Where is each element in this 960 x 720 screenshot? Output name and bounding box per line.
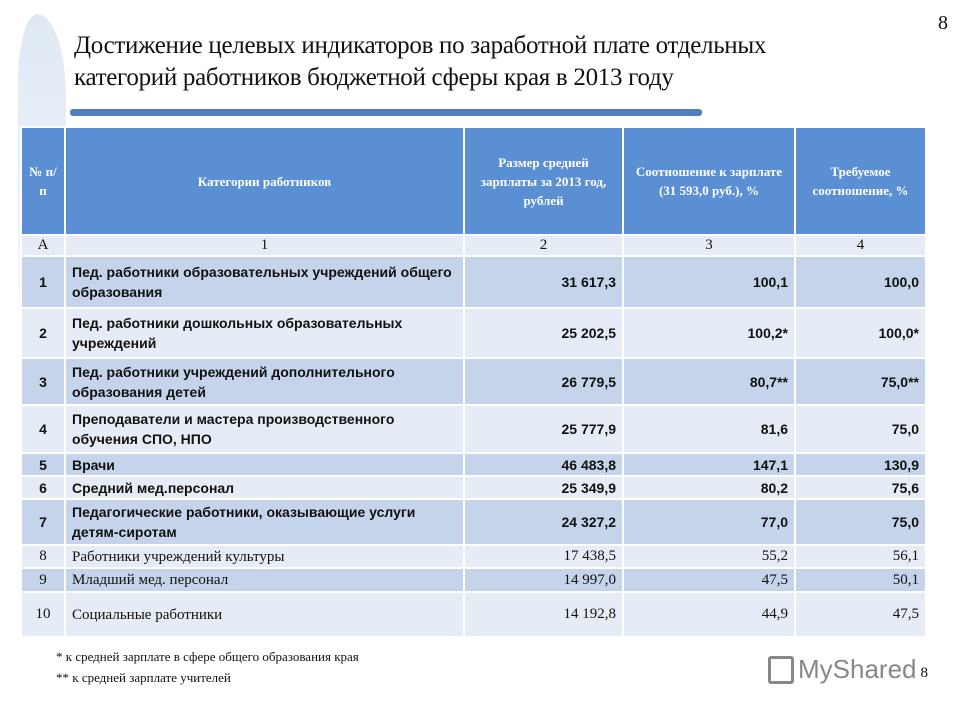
required-cell: 56,1	[795, 545, 926, 568]
ratio-cell: 44,9	[623, 592, 795, 637]
index-row	[21, 235, 926, 256]
footnotes	[56, 646, 359, 688]
watermark-text: MyShared	[798, 654, 917, 684]
table-row	[21, 568, 926, 592]
category-cell: Пед. работники учреждений дополнительного образования детей	[65, 358, 464, 405]
page-title: Достижение целевых индикаторов по заработной плате отдельных категорий работников бюджетной сферы края в 2013 году	[74, 32, 767, 91]
salary-cell: 17 438,5	[464, 545, 623, 568]
salary-cell: 14 997,0	[464, 568, 623, 592]
category-cell: Пед. работники образовательных учреждений общего образования	[65, 256, 464, 308]
ratio-cell: 55,2	[623, 545, 795, 568]
row-number: 2	[21, 308, 65, 358]
category-cell: Средний мед.персонал	[65, 476, 464, 499]
salary-cell: 14 192,8	[464, 592, 623, 637]
title-underline	[70, 109, 702, 116]
row-number: 5	[21, 453, 65, 476]
required-cell: 100,0*	[795, 308, 926, 358]
required-cell: 130,9	[795, 453, 926, 476]
row-number: 8	[21, 545, 65, 568]
index-cell: 2	[464, 235, 623, 256]
required-cell: 50,1	[795, 568, 926, 592]
footnote: * к средней зарплате в сфере общего образования края	[56, 649, 359, 664]
required-cell: 75,0	[795, 499, 926, 545]
table-row	[21, 358, 926, 405]
row-number: 9	[21, 568, 65, 592]
watermark-page: 8	[920, 665, 928, 681]
watermark-logo	[768, 654, 928, 685]
row-number: 10	[21, 592, 65, 637]
footnote: ** к средней зарплате учителей	[56, 670, 231, 685]
required-cell: 75,6	[795, 476, 926, 499]
page-number: 8	[938, 12, 948, 34]
ratio-cell: 77,0	[623, 499, 795, 545]
table-row	[21, 545, 926, 568]
category-cell: Работники учреждений культуры	[65, 545, 464, 568]
required-cell: 75,0**	[795, 358, 926, 405]
category-cell: Социальные работники	[65, 592, 464, 637]
index-cell: 1	[65, 235, 464, 256]
row-number: 1	[21, 256, 65, 308]
salary-cell: 26 779,5	[464, 358, 623, 405]
ratio-cell: 80,2	[623, 476, 795, 499]
row-number: 7	[21, 499, 65, 545]
row-number: 4	[21, 405, 65, 453]
table-row	[21, 453, 926, 476]
header-required: Требуемое соотношение, %	[795, 127, 926, 235]
ratio-cell: 100,2*	[623, 308, 795, 358]
category-cell: Младший мед. персонал	[65, 568, 464, 592]
table-row	[21, 476, 926, 499]
ratio-cell: 47,5	[623, 568, 795, 592]
table-row	[21, 405, 926, 453]
row-number: 6	[21, 476, 65, 499]
table-row	[21, 256, 926, 308]
required-cell: 75,0	[795, 405, 926, 453]
salary-cell: 25 202,5	[464, 308, 623, 358]
category-cell: Преподаватели и мастера производственного обучения СПО, НПО	[65, 405, 464, 453]
index-cell: 4	[795, 235, 926, 256]
header-category: Категории работников	[65, 127, 464, 235]
salary-cell: 31 617,3	[464, 256, 623, 308]
category-cell: Врачи	[65, 453, 464, 476]
salary-cell: 24 327,2	[464, 499, 623, 545]
salary-table	[20, 126, 927, 638]
ratio-cell: 100,1	[623, 256, 795, 308]
row-number: 3	[21, 358, 65, 405]
header-ratio: Соотношение к зарплате (31 593,0 руб.), %	[623, 127, 795, 235]
salary-cell: 25 349,9	[464, 476, 623, 499]
ratio-cell: 81,6	[623, 405, 795, 453]
ratio-cell: 80,7**	[623, 358, 795, 405]
index-cell: 3	[623, 235, 795, 256]
category-cell: Педагогические работники, оказывающие услуги детям-сиротам	[65, 499, 464, 545]
required-cell: 47,5	[795, 592, 926, 637]
category-cell: Пед. работники дошкольных образовательных учреждений	[65, 308, 464, 358]
header-salary: Размер средней зарплаты за 2013 год, рублей	[464, 127, 623, 235]
table-header	[21, 127, 926, 235]
presentation-icon	[768, 656, 794, 684]
index-cell: А	[21, 235, 65, 256]
required-cell: 100,0	[795, 256, 926, 308]
ratio-cell: 147,1	[623, 453, 795, 476]
table-row	[21, 499, 926, 545]
table-row	[21, 592, 926, 637]
table-row	[21, 308, 926, 358]
header-number: № п/п	[21, 127, 65, 235]
salary-cell: 25 777,9	[464, 405, 623, 453]
salary-cell: 46 483,8	[464, 453, 623, 476]
